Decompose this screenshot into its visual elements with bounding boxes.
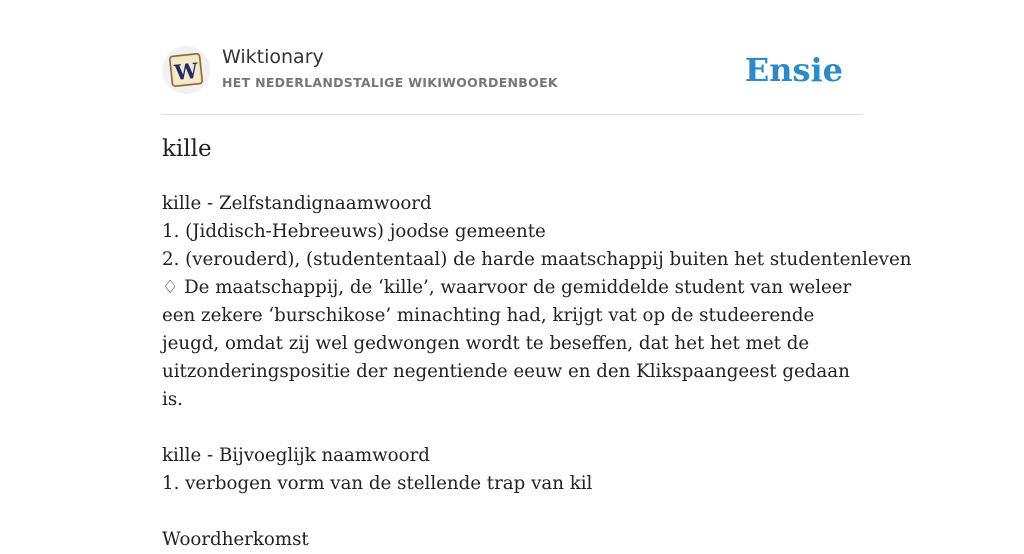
wiktionary-logo-icon[interactable]: [162, 46, 210, 94]
adjective-heading: kille - Bijvoeglijk naamwoord: [162, 445, 430, 466]
spacer: [162, 414, 862, 442]
site-subtitle: HET NEDERLANDSTALIGE WIKIWOORDENBOEK: [222, 75, 558, 90]
page-title: kille: [162, 136, 212, 162]
adjective-definition-1: 1. verbogen vorm van de stellende trap van kil: [162, 473, 593, 494]
noun-definition-1: 1. (Jiddisch-Hebreeuws) joodse gemeente: [162, 221, 546, 242]
site-header: [162, 44, 862, 115]
page: [162, 0, 912, 550]
noun-definition-2: 2. (verouderd), (studententaal) de harde maatschappij buiten het studentenleven: [162, 249, 912, 270]
definition-content: [162, 190, 912, 554]
site-title[interactable]: Wiktionary: [222, 46, 324, 68]
noun-example: ♢ De maatschappij, de ‘kille’, waarvoor de gemiddelde student van weleer een zekere ‘burschikose’ minachting had, krijgt vat op de studeerende jeugd, omdat zij wel gedwongen wordt te beseffen, dat het het met de uitzonderingspositie der negentiende eeuw en den Klikspaangeest gedaan is.: [162, 277, 852, 410]
noun-heading: kille - Zelfstandignaamwoord: [162, 193, 432, 214]
spacer: [162, 498, 862, 526]
etymology-heading: Woordherkomst: [162, 529, 309, 550]
ensie-brand-logo[interactable]: Ensie: [744, 51, 843, 89]
logo-letter: W: [173, 57, 200, 86]
